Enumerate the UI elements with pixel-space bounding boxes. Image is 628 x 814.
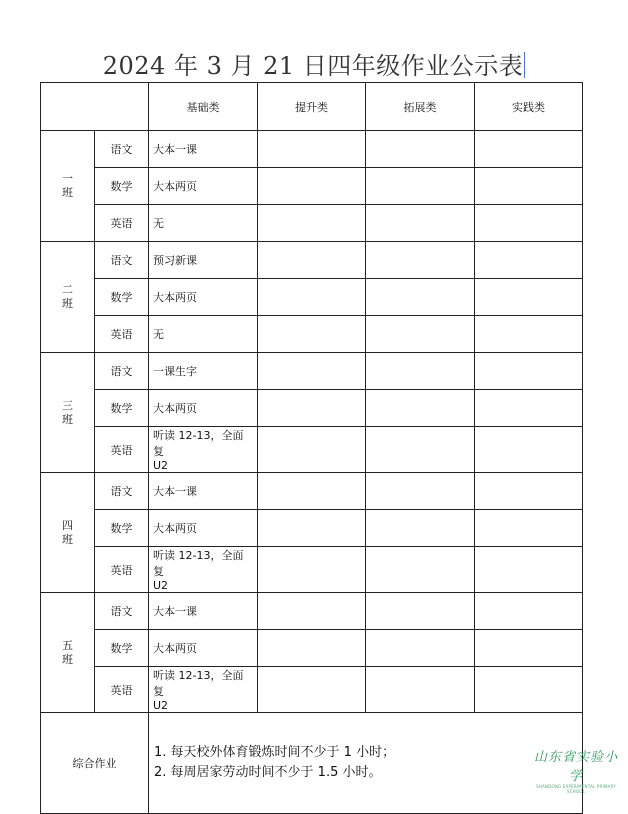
subject-cell: 语文 — [95, 473, 149, 510]
extend-homework-cell — [366, 205, 475, 242]
practice-homework-cell — [475, 242, 583, 279]
basic-homework-line: 预习新课 — [153, 254, 197, 267]
subject-cell: 英语 — [95, 547, 149, 593]
basic-homework-cell — [149, 279, 258, 316]
practice-homework-cell — [475, 205, 583, 242]
header-row — [41, 83, 583, 131]
practice-homework-cell — [475, 547, 583, 593]
basic-homework-line: 大本两页 — [153, 180, 197, 193]
table-row — [41, 473, 583, 510]
class-name-line: 四 — [62, 518, 73, 532]
practice-homework-cell — [475, 131, 583, 168]
subject-cell: 语文 — [95, 242, 149, 279]
basic-homework-cell — [149, 168, 258, 205]
header-practice: 实践类 — [475, 83, 583, 131]
practice-homework-cell — [475, 510, 583, 547]
table-row — [41, 630, 583, 667]
summary-line: 2. 每周居家劳动时间不少于 1.5 小时。 — [154, 765, 382, 780]
table-row — [41, 427, 583, 473]
class-name-line: 一 — [62, 172, 73, 185]
extend-homework-cell — [366, 279, 475, 316]
improve-homework-cell — [258, 242, 366, 279]
page-title — [0, 46, 628, 81]
table-row — [41, 353, 583, 390]
class-name-line: 班 — [62, 297, 73, 310]
class-name-line: 班 — [62, 412, 73, 426]
header-improve: 提升类 — [258, 83, 366, 131]
basic-homework-line: 无 — [153, 217, 164, 230]
class-name-line: 三 — [62, 398, 73, 412]
table-row — [41, 131, 583, 168]
homework-table — [40, 82, 583, 814]
subject-cell: 数学 — [95, 630, 149, 667]
practice-homework-cell — [475, 473, 583, 510]
subject-cell: 数学 — [95, 168, 149, 205]
basic-homework-line: 大本一课 — [153, 143, 197, 156]
improve-homework-cell — [258, 630, 366, 667]
summary-line: 1. 每天校外体育锻炼时间不少于 1 小时； — [154, 745, 396, 760]
improve-homework-cell — [258, 510, 366, 547]
basic-homework-cell — [149, 510, 258, 547]
improve-homework-cell — [258, 168, 366, 205]
basic-homework-line: 听读 12-13，全面复 — [153, 669, 244, 698]
extend-homework-cell — [366, 427, 475, 473]
improve-homework-cell — [258, 473, 366, 510]
extend-homework-cell — [366, 667, 475, 713]
basic-homework-cell — [149, 547, 258, 593]
header-extend: 拓展类 — [366, 83, 475, 131]
basic-homework-cell — [149, 242, 258, 279]
text-cursor — [524, 52, 525, 78]
basic-homework-cell — [149, 131, 258, 168]
table-row — [41, 547, 583, 593]
class-name-line: 班 — [62, 652, 73, 666]
class-name-line: 班 — [62, 186, 73, 199]
extend-homework-cell — [366, 547, 475, 593]
basic-homework-cell — [149, 667, 258, 713]
improve-homework-cell — [258, 316, 366, 353]
practice-homework-cell — [475, 316, 583, 353]
extend-homework-cell — [366, 353, 475, 390]
practice-homework-cell — [475, 593, 583, 630]
basic-homework-cell — [149, 316, 258, 353]
basic-homework-line: 大本两页 — [153, 402, 197, 415]
practice-homework-cell — [475, 427, 583, 473]
title-text: 2024 年 3 月 21 日四年级作业公示表 — [102, 52, 524, 80]
basic-homework-line: 大本一课 — [153, 485, 197, 498]
extend-homework-cell — [366, 168, 475, 205]
subject-cell: 语文 — [95, 353, 149, 390]
subject-cell: 英语 — [95, 205, 149, 242]
practice-homework-cell — [475, 168, 583, 205]
class-name-line: 五 — [62, 638, 73, 652]
improve-homework-cell — [258, 547, 366, 593]
improve-homework-cell — [258, 593, 366, 630]
class-name-cell — [41, 353, 95, 473]
subject-cell: 数学 — [95, 279, 149, 316]
extend-homework-cell — [366, 316, 475, 353]
basic-homework-line: 一课生字 — [153, 365, 197, 378]
subject-cell: 语文 — [95, 131, 149, 168]
class-name-cell — [41, 473, 95, 593]
extend-homework-cell — [366, 390, 475, 427]
header-basic: 基础类 — [149, 83, 258, 131]
extend-homework-cell — [366, 630, 475, 667]
practice-homework-cell — [475, 353, 583, 390]
header-corner — [41, 83, 149, 131]
improve-homework-cell — [258, 427, 366, 473]
basic-homework-line: 大本两页 — [153, 291, 197, 304]
practice-homework-cell — [475, 667, 583, 713]
table-row — [41, 593, 583, 630]
table-row — [41, 205, 583, 242]
summary-row — [41, 713, 583, 814]
improve-homework-cell — [258, 353, 366, 390]
practice-homework-cell — [475, 279, 583, 316]
table-row — [41, 316, 583, 353]
basic-homework-line: 大本两页 — [153, 522, 197, 535]
basic-homework-line: U2 — [153, 699, 169, 712]
subject-cell: 英语 — [95, 427, 149, 473]
extend-homework-cell — [366, 242, 475, 279]
basic-homework-cell — [149, 427, 258, 473]
basic-homework-cell — [149, 353, 258, 390]
table-row — [41, 242, 583, 279]
basic-homework-line: U2 — [153, 579, 169, 592]
basic-homework-line: 听读 12-13，全面复 — [153, 429, 244, 458]
table-row — [41, 279, 583, 316]
basic-homework-line: 听读 12-13，全面复 — [153, 549, 244, 578]
class-name-cell — [41, 593, 95, 713]
extend-homework-cell — [366, 510, 475, 547]
basic-homework-cell — [149, 630, 258, 667]
logo-en: SHANDONG EXPERIMENTAL PRIMARY SCHOOL — [536, 784, 616, 794]
summary-label: 综合作业 — [41, 713, 149, 814]
practice-homework-cell — [475, 390, 583, 427]
improve-homework-cell — [258, 131, 366, 168]
subject-cell: 语文 — [95, 593, 149, 630]
subject-cell: 数学 — [95, 510, 149, 547]
practice-homework-cell — [475, 630, 583, 667]
table-row — [41, 667, 583, 713]
improve-homework-cell — [258, 667, 366, 713]
summary-content — [149, 713, 583, 814]
table-row — [41, 168, 583, 205]
class-name-cell — [41, 131, 95, 242]
basic-homework-cell — [149, 390, 258, 427]
improve-homework-cell — [258, 279, 366, 316]
basic-homework-cell — [149, 473, 258, 510]
class-name-line: 班 — [62, 532, 73, 546]
table-row — [41, 390, 583, 427]
school-logo — [530, 746, 622, 794]
subject-cell: 英语 — [95, 316, 149, 353]
subject-cell: 英语 — [95, 667, 149, 713]
class-name-cell — [41, 242, 95, 353]
basic-homework-line: 大本一课 — [153, 605, 197, 618]
subject-cell: 数学 — [95, 390, 149, 427]
extend-homework-cell — [366, 593, 475, 630]
table-row — [41, 510, 583, 547]
basic-homework-line: U2 — [153, 459, 169, 472]
basic-homework-cell — [149, 205, 258, 242]
class-name-line: 二 — [62, 283, 73, 296]
improve-homework-cell — [258, 205, 366, 242]
extend-homework-cell — [366, 131, 475, 168]
basic-homework-cell — [149, 593, 258, 630]
extend-homework-cell — [366, 473, 475, 510]
improve-homework-cell — [258, 390, 366, 427]
logo-cn: 山东省实验小学 — [533, 750, 618, 784]
basic-homework-line: 无 — [153, 328, 164, 341]
basic-homework-line: 大本两页 — [153, 642, 197, 655]
